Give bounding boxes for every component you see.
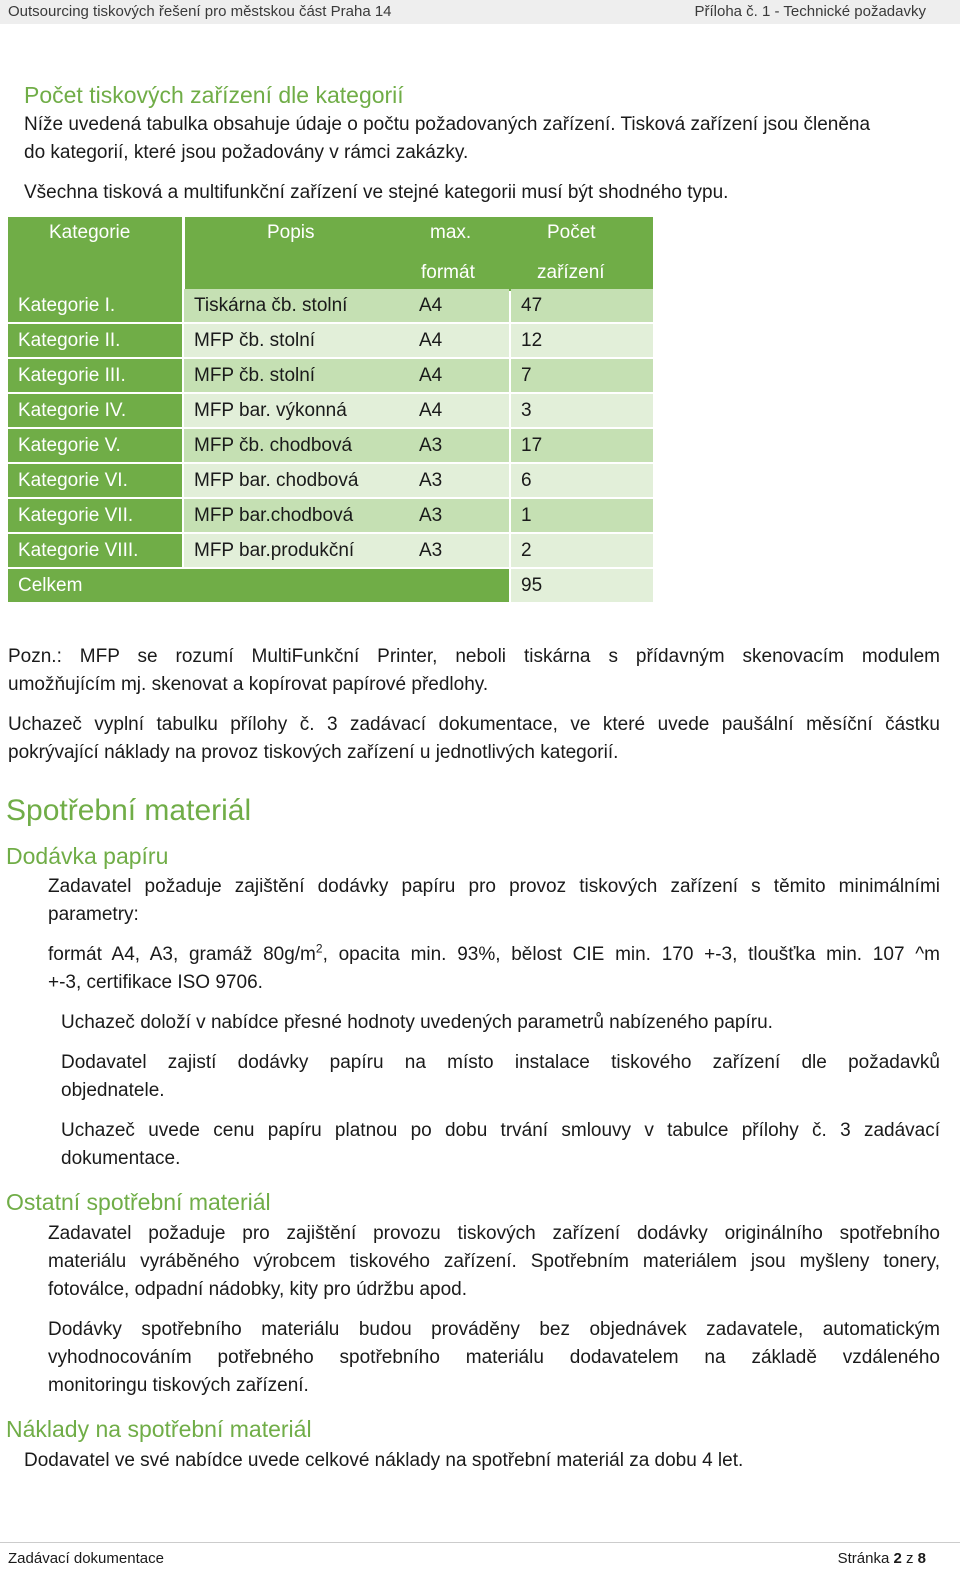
same-type-note: Všechna tisková a multifunkční zařízení ve stejné kategorii musí být shodného typu. xyxy=(24,182,729,203)
table-row: Kategorie V. MFP čb. chodbová A3 17 xyxy=(8,429,653,462)
paper-bullet-3-line-1: Uchazeč uvede cenu papíru platnou po dobu trvání smlouvy v tabulce přílohy č. 3 zadávací xyxy=(61,1120,940,1141)
table-row: Kategorie VI. MFP bar. chodbová A3 6 xyxy=(8,464,653,497)
paper-params-line-2: +-3, certifikace ISO 9706. xyxy=(48,972,263,993)
intro-line-2: do kategorií, které jsou požadovány v rámci zakázky. xyxy=(24,142,469,163)
paper-bullet-2-line-2: objednatele. xyxy=(61,1080,165,1101)
costs-text: Dodavatel ve své nabídce uvede celkové náklady na spotřební materiál za dobu 4 let. xyxy=(24,1450,744,1471)
bidder-note-line-1: Uchazeč vyplní tabulku přílohy č. 3 zadávací dokumentace, ve které uvede paušální měsíční částku xyxy=(8,714,940,735)
header-title: Outsourcing tiskových řešení pro městskou část Praha 14 xyxy=(8,3,392,20)
mfp-note-line-2: umožňujícím mj. skenovat a kopírovat papírové předlohy. xyxy=(8,674,489,695)
other-delivery-line-1: Dodávky spotřebního materiálu budou prováděny bez objednávek zadavatele, automatickým xyxy=(48,1319,940,1340)
total-value: 95 xyxy=(511,569,653,602)
paper-req-line-2: parametry: xyxy=(48,904,139,925)
table-row: Kategorie IV. MFP bar. výkonná A4 3 xyxy=(8,394,653,427)
header-pocet: Počet xyxy=(547,222,596,243)
table-row: Kategorie II. MFP čb. stolní A4 12 xyxy=(8,324,653,357)
paper-bullet-3-line-2: dokumentace. xyxy=(61,1148,181,1169)
table-total-row xyxy=(8,569,653,602)
header-zarizeni: zařízení xyxy=(537,262,605,283)
header-popis: Popis xyxy=(267,222,315,243)
table-row: Kategorie VIII. MFP bar.produkční A3 2 xyxy=(8,534,653,567)
page-header xyxy=(0,0,960,24)
table-header xyxy=(8,217,653,291)
mfp-note-line-1: Pozn.: MFP se rozumí MultiFunkční Printer, neboli tiskárna s přídavným skenovacím modulem xyxy=(8,646,940,667)
table-row: Kategorie III. MFP čb. stolní A4 7 xyxy=(8,359,653,392)
bidder-note-line-2: pokrývající náklady na provoz tiskových zařízení u jednotlivých kategorií. xyxy=(8,742,619,763)
table-row: Kategorie I. Tiskárna čb. stolní A4 47 xyxy=(8,289,653,322)
subsection-title-other-consumables: Ostatní spotřební materiál xyxy=(6,1189,271,1215)
subsection-title-paper: Dodávka papíru xyxy=(6,843,169,869)
header-max: max. xyxy=(430,222,472,243)
paper-bullet-2-line-1: Dodavatel zajistí dodávky papíru na místo instalace tiskového zařízení dle požadavků xyxy=(61,1052,940,1073)
other-req-line-2: materiálu vyráběného výrobcem tiskového zařízení. Spotřebním materiálem jsou myšleny tonery, xyxy=(48,1251,940,1272)
total-label: Celkem xyxy=(8,569,509,602)
paper-params-line-1: formát A4, A3, gramáž $80g/m^2$, opacita min. 93%, bělost CIE min. 170 +-3, tloušťka min. 107 ^m xyxy=(48,941,940,965)
intro-line-1: Níže uvedená tabulka obsahuje údaje o počtu požadovaných zařízení. Tisková zařízení jsou členěna xyxy=(24,114,871,135)
other-req-line-3: fotoválce, odpadní nádobky, kity pro údržbu apod. xyxy=(48,1279,467,1300)
header-format: formát xyxy=(421,262,475,283)
paper-req-line-1: Zadavatel požaduje zajištění dodávky papíru pro provoz tiskových zařízení s těmito minimálními xyxy=(48,876,940,897)
other-req-line-1: Zadavatel požaduje pro zajištění provozu tiskových zařízení dodávky originálního spotřebního xyxy=(48,1223,940,1244)
footer-doc-name: Zadávací dokumentace xyxy=(8,1550,164,1567)
other-delivery-line-3: monitoringu tiskových zařízení. xyxy=(48,1375,309,1396)
section-title-consumables: Spotřební materiál xyxy=(6,794,252,827)
page-footer xyxy=(0,1542,960,1593)
page-number: Stránka 2 z 8 xyxy=(837,1550,926,1567)
header-attachment: Příloha č. 1 - Technické požadavky xyxy=(694,3,926,20)
section-title-device-count: Počet tiskových zařízení dle kategorií xyxy=(24,82,404,108)
header-kategorie: Kategorie xyxy=(49,222,131,243)
subsection-title-consumable-costs: Náklady na spotřební materiál xyxy=(6,1416,312,1442)
paper-bullet-1: Uchazeč doloží v nabídce přesné hodnoty uvedených parametrů nabízeného papíru. xyxy=(61,1012,773,1033)
other-delivery-line-2: vyhodnocováním potřebného spotřebního materiálu dodavatelem na základě vzdáleného xyxy=(48,1347,940,1368)
table-row: Kategorie VII. MFP bar.chodbová A3 1 xyxy=(8,499,653,532)
